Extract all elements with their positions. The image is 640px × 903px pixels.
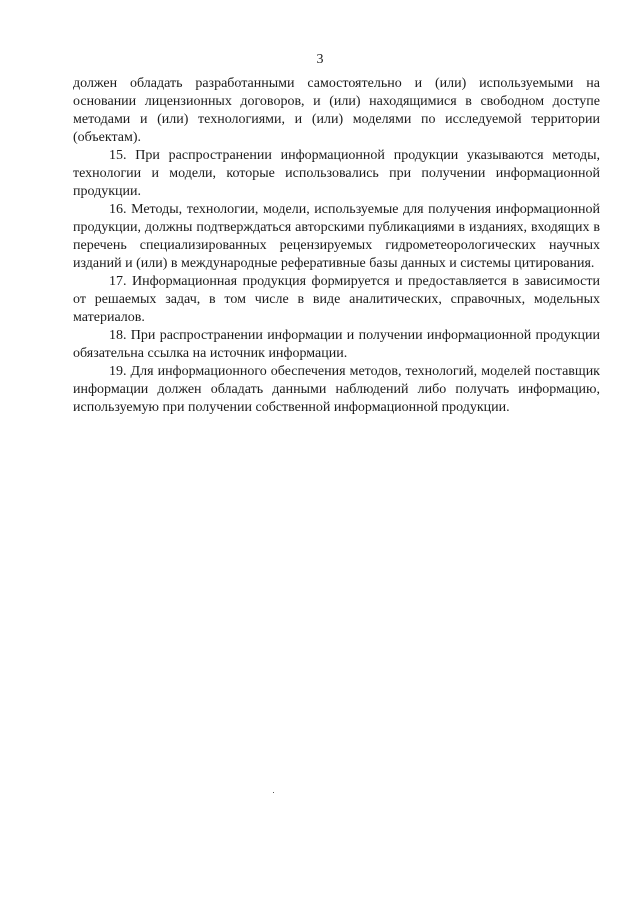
paragraph-18: 18. При распространении информации и получении информационной продукции обязательна ссылка на источник информации. [73,328,600,361]
page-number: 3 [316,52,324,67]
document-body [73,75,600,417]
paragraph-continuation: должен обладать разработанными самостоятельно и (или) используемыми на основании лицензионных договоров, и (или) находящимися в свободном доступе методами и (или) технологиями, и (или) моделями по исследуемой территории (объектам). [73,76,600,145]
paragraph-16: 16. Методы, технологии, модели, используемые для получения информационной продукции, должны подтверждаться авторскими публикациями в изданиях, входящих в перечень специализированных рецензируемых гидрометеорологических научных изданий и (или) в международные реферативные базы данных и системы цитирования. [73,202,600,271]
paragraph-19: 19. Для информационного обеспечения методов, технологий, моделей поставщик информации должен обладать данными наблюдений либо получать информацию, используемую при получении собственной информационной продукции. [73,364,600,415]
paragraph-15: 15. При распространении информационной продукции указываются методы, технологии и модели, которые использовались при получении информационной продукции. [73,148,600,199]
paragraph-17: 17. Информационная продукция формируется и предоставляется в зависимости от решаемых задач, в том числе в виде аналитических, справочных, модельных материалов. [73,274,600,325]
scan-speck [273,792,274,793]
